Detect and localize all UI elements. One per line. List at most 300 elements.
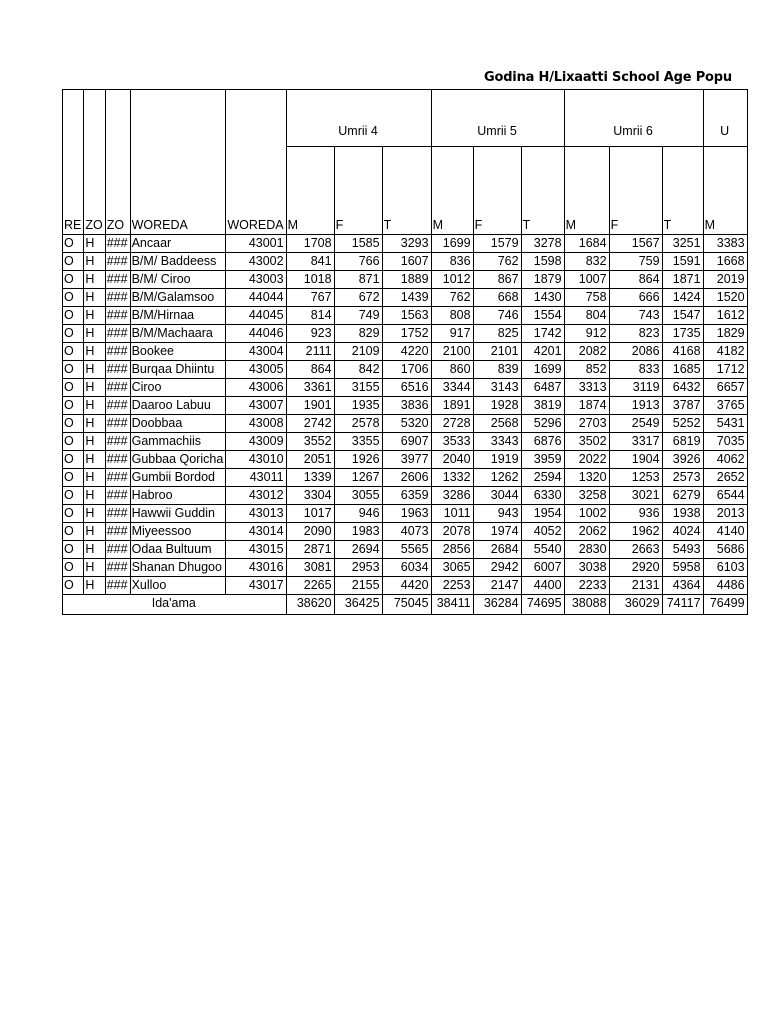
value-cell: 864 (609, 270, 662, 288)
column-header-row (63, 217, 748, 235)
total-value-cell: 76499 (703, 594, 747, 614)
woreda-name-cell: Daaroo Labuu (130, 396, 226, 414)
total-label: Ida'ama (63, 594, 287, 614)
value-cell: 758 (564, 288, 609, 306)
value-cell: 1253 (609, 468, 662, 486)
value-cell: 2086 (609, 342, 662, 360)
woreda-name-cell: Xulloo (130, 576, 226, 594)
value-cell: 2594 (521, 468, 564, 486)
value-cell: 1874 (564, 396, 609, 414)
value-cell: 2109 (334, 342, 382, 360)
spacer-header-row (63, 147, 748, 217)
value-cell: 3293 (382, 234, 431, 252)
value-cell: 4062 (703, 450, 747, 468)
woreda-code-cell: 43017 (226, 576, 286, 594)
value-cell: 841 (286, 252, 334, 270)
woreda-code-cell: 43016 (226, 558, 286, 576)
value-cell: 867 (473, 270, 521, 288)
table-row (63, 252, 748, 270)
value-cell: 2100 (431, 342, 473, 360)
total-value-cell: 74695 (521, 594, 564, 614)
zone-cell: H (84, 414, 105, 432)
value-cell: 3313 (564, 378, 609, 396)
value-cell: 946 (334, 504, 382, 522)
zone-cell: H (84, 360, 105, 378)
value-cell: 1011 (431, 504, 473, 522)
region-cell: O (63, 252, 84, 270)
region-cell: O (63, 540, 84, 558)
column-header-female-5: F (473, 217, 521, 235)
zone-cell: H (84, 576, 105, 594)
value-cell: 3155 (334, 378, 382, 396)
value-cell: 1598 (521, 252, 564, 270)
value-cell: 1928 (473, 396, 521, 414)
header-cell (226, 90, 286, 147)
value-cell: 1579 (473, 234, 521, 252)
value-cell: 5958 (662, 558, 703, 576)
woreda-name-cell: Ciroo (130, 378, 226, 396)
value-cell: 6432 (662, 378, 703, 396)
value-cell: 3977 (382, 450, 431, 468)
woreda-code-cell: 44045 (226, 306, 286, 324)
woreda-name-cell: Shanan Dhugoo (130, 558, 226, 576)
value-cell: 2265 (286, 576, 334, 594)
value-cell: 743 (609, 306, 662, 324)
value-cell: 2101 (473, 342, 521, 360)
value-cell: 4420 (382, 576, 431, 594)
woreda-name-cell: B/M/ Ciroo (130, 270, 226, 288)
value-cell: 3065 (431, 558, 473, 576)
value-cell: 3317 (609, 432, 662, 450)
value-cell: 4400 (521, 576, 564, 594)
column-header-woreda: WOREDA (130, 217, 226, 235)
value-cell: 1708 (286, 234, 334, 252)
value-cell: 6330 (521, 486, 564, 504)
column-header-zone: ZO (84, 217, 105, 235)
value-cell: 1267 (334, 468, 382, 486)
value-cell: 1439 (382, 288, 431, 306)
woreda-name-cell: B/M/ Baddeess (130, 252, 226, 270)
value-cell: 1685 (662, 360, 703, 378)
value-cell: 1962 (609, 522, 662, 540)
header-cell (84, 90, 105, 147)
woreda-code-cell: 44046 (226, 324, 286, 342)
woreda-code-cell: 43009 (226, 432, 286, 450)
zone-code-cell: ### (105, 252, 130, 270)
value-cell: 836 (431, 252, 473, 270)
woreda-code-cell: 43002 (226, 252, 286, 270)
population-table (62, 89, 748, 615)
region-cell: O (63, 414, 84, 432)
total-value-cell: 36029 (609, 594, 662, 614)
table-row (63, 270, 748, 288)
region-cell: O (63, 270, 84, 288)
value-cell: 1752 (382, 324, 431, 342)
value-cell: 1320 (564, 468, 609, 486)
woreda-name-cell: B/M/Galamsoo (130, 288, 226, 306)
value-cell: 5296 (521, 414, 564, 432)
value-cell: 3819 (521, 396, 564, 414)
value-cell: 2568 (473, 414, 521, 432)
header-cell (130, 90, 226, 147)
value-cell: 1974 (473, 522, 521, 540)
value-cell: 2040 (431, 450, 473, 468)
value-cell: 6819 (662, 432, 703, 450)
value-cell: 1712 (703, 360, 747, 378)
value-cell: 1002 (564, 504, 609, 522)
value-cell: 852 (564, 360, 609, 378)
woreda-name-cell: Bookee (130, 342, 226, 360)
column-header-female-6: F (609, 217, 662, 235)
value-cell: 4486 (703, 576, 747, 594)
value-cell: 1954 (521, 504, 564, 522)
table-row (63, 288, 748, 306)
value-cell: 1699 (521, 360, 564, 378)
table-row (63, 414, 748, 432)
table-row (63, 450, 748, 468)
value-cell: 1919 (473, 450, 521, 468)
value-cell: 823 (609, 324, 662, 342)
woreda-code-cell: 43010 (226, 450, 286, 468)
value-cell: 762 (473, 252, 521, 270)
value-cell: 3344 (431, 378, 473, 396)
value-cell: 1612 (703, 306, 747, 324)
woreda-name-cell: Gubbaa Qoricha (130, 450, 226, 468)
value-cell: 1904 (609, 450, 662, 468)
woreda-name-cell: Gumbii Bordod (130, 468, 226, 486)
value-cell: 2578 (334, 414, 382, 432)
zone-cell: H (84, 396, 105, 414)
region-cell: O (63, 378, 84, 396)
value-cell: 6279 (662, 486, 703, 504)
age-group-header: Umrii 4 (286, 90, 431, 147)
value-cell: 1430 (521, 288, 564, 306)
value-cell: 2022 (564, 450, 609, 468)
value-cell: 1913 (609, 396, 662, 414)
value-cell: 5540 (521, 540, 564, 558)
value-cell: 1591 (662, 252, 703, 270)
value-cell: 1012 (431, 270, 473, 288)
value-cell: 3251 (662, 234, 703, 252)
value-cell: 5686 (703, 540, 747, 558)
value-cell: 4024 (662, 522, 703, 540)
zone-cell: H (84, 504, 105, 522)
value-cell: 6544 (703, 486, 747, 504)
column-header-male-4: M (286, 217, 334, 235)
value-cell: 3119 (609, 378, 662, 396)
region-cell: O (63, 324, 84, 342)
value-cell: 2078 (431, 522, 473, 540)
zone-cell: H (84, 342, 105, 360)
woreda-code-cell: 43006 (226, 378, 286, 396)
table-row (63, 432, 748, 450)
value-cell: 2155 (334, 576, 382, 594)
zone-code-cell: ### (105, 522, 130, 540)
region-cell: O (63, 558, 84, 576)
age-group-header: Umrii 5 (431, 90, 564, 147)
total-value-cell: 38088 (564, 594, 609, 614)
value-cell: 767 (286, 288, 334, 306)
woreda-name-cell: Hawwii Guddin (130, 504, 226, 522)
woreda-name-cell: Miyeessoo (130, 522, 226, 540)
woreda-name-cell: Odaa Bultuum (130, 540, 226, 558)
value-cell: 2942 (473, 558, 521, 576)
value-cell: 1901 (286, 396, 334, 414)
zone-code-cell: ### (105, 306, 130, 324)
zone-cell: H (84, 450, 105, 468)
value-cell: 842 (334, 360, 382, 378)
value-cell: 4364 (662, 576, 703, 594)
value-cell: 2573 (662, 468, 703, 486)
value-cell: 6876 (521, 432, 564, 450)
total-value-cell: 38620 (286, 594, 334, 614)
value-cell: 746 (473, 306, 521, 324)
total-value-cell: 38411 (431, 594, 473, 614)
woreda-name-cell: Burqaa Dhiintu (130, 360, 226, 378)
value-cell: 3286 (431, 486, 473, 504)
value-cell: 5431 (703, 414, 747, 432)
value-cell: 3258 (564, 486, 609, 504)
value-cell: 3143 (473, 378, 521, 396)
zone-cell: H (84, 306, 105, 324)
zone-cell: H (84, 324, 105, 342)
value-cell: 1735 (662, 324, 703, 342)
table-row (63, 360, 748, 378)
zone-code-cell: ### (105, 468, 130, 486)
value-cell: 6487 (521, 378, 564, 396)
zone-cell: H (84, 468, 105, 486)
value-cell: 1926 (334, 450, 382, 468)
total-value-cell: 36284 (473, 594, 521, 614)
zone-cell: H (84, 522, 105, 540)
region-cell: O (63, 342, 84, 360)
zone-cell: H (84, 288, 105, 306)
value-cell: 6359 (382, 486, 431, 504)
woreda-code-cell: 43012 (226, 486, 286, 504)
value-cell: 1742 (521, 324, 564, 342)
value-cell: 1938 (662, 504, 703, 522)
value-cell: 2694 (334, 540, 382, 558)
woreda-code-cell: 43008 (226, 414, 286, 432)
region-cell: O (63, 450, 84, 468)
column-header-male-7: M (703, 217, 747, 235)
value-cell: 2920 (609, 558, 662, 576)
value-cell: 749 (334, 306, 382, 324)
region-cell: O (63, 486, 84, 504)
value-cell: 814 (286, 306, 334, 324)
value-cell: 923 (286, 324, 334, 342)
value-cell: 672 (334, 288, 382, 306)
table-row (63, 468, 748, 486)
value-cell: 2953 (334, 558, 382, 576)
table-row (63, 558, 748, 576)
zone-code-cell: ### (105, 324, 130, 342)
value-cell: 3055 (334, 486, 382, 504)
table-row (63, 378, 748, 396)
value-cell: 1668 (703, 252, 747, 270)
table-row (63, 504, 748, 522)
region-cell: O (63, 522, 84, 540)
value-cell: 4052 (521, 522, 564, 540)
value-cell: 2742 (286, 414, 334, 432)
value-cell: 2684 (473, 540, 521, 558)
value-cell: 1424 (662, 288, 703, 306)
woreda-name-cell: Habroo (130, 486, 226, 504)
woreda-code-cell: 43005 (226, 360, 286, 378)
column-header-total-6: T (662, 217, 703, 235)
value-cell: 833 (609, 360, 662, 378)
zone-code-cell: ### (105, 504, 130, 522)
region-cell: O (63, 432, 84, 450)
woreda-name-cell: Ancaar (130, 234, 226, 252)
column-header-male-5: M (431, 217, 473, 235)
woreda-name-cell: Doobbaa (130, 414, 226, 432)
value-cell: 4201 (521, 342, 564, 360)
value-cell: 762 (431, 288, 473, 306)
value-cell: 3038 (564, 558, 609, 576)
value-cell: 6516 (382, 378, 431, 396)
value-cell: 2051 (286, 450, 334, 468)
total-value-cell: 36425 (334, 594, 382, 614)
value-cell: 3552 (286, 432, 334, 450)
zone-code-cell: ### (105, 450, 130, 468)
header-cell (63, 90, 84, 147)
value-cell: 943 (473, 504, 521, 522)
value-cell: 1007 (564, 270, 609, 288)
total-value-cell: 74117 (662, 594, 703, 614)
zone-code-cell: ### (105, 378, 130, 396)
value-cell: 5565 (382, 540, 431, 558)
value-cell: 5493 (662, 540, 703, 558)
value-cell: 839 (473, 360, 521, 378)
value-cell: 2013 (703, 504, 747, 522)
value-cell: 4168 (662, 342, 703, 360)
value-cell: 3383 (703, 234, 747, 252)
region-cell: O (63, 306, 84, 324)
value-cell: 2131 (609, 576, 662, 594)
zone-code-cell: ### (105, 486, 130, 504)
value-cell: 936 (609, 504, 662, 522)
value-cell: 2233 (564, 576, 609, 594)
woreda-code-cell: 43014 (226, 522, 286, 540)
value-cell: 3278 (521, 234, 564, 252)
value-cell: 4140 (703, 522, 747, 540)
value-cell: 2090 (286, 522, 334, 540)
value-cell: 2082 (564, 342, 609, 360)
value-cell: 3021 (609, 486, 662, 504)
zone-code-cell: ### (105, 540, 130, 558)
value-cell: 871 (334, 270, 382, 288)
value-cell: 1983 (334, 522, 382, 540)
value-cell: 912 (564, 324, 609, 342)
value-cell: 1547 (662, 306, 703, 324)
value-cell: 804 (564, 306, 609, 324)
value-cell: 2728 (431, 414, 473, 432)
column-header-zone-code: ZO (105, 217, 130, 235)
value-cell: 864 (286, 360, 334, 378)
zone-cell: H (84, 558, 105, 576)
region-cell: O (63, 576, 84, 594)
value-cell: 1699 (431, 234, 473, 252)
value-cell: 1963 (382, 504, 431, 522)
value-cell: 6034 (382, 558, 431, 576)
value-cell: 3361 (286, 378, 334, 396)
value-cell: 1871 (662, 270, 703, 288)
table-row (63, 522, 748, 540)
value-cell: 5252 (662, 414, 703, 432)
value-cell: 1706 (382, 360, 431, 378)
column-header-total-5: T (521, 217, 564, 235)
value-cell: 1563 (382, 306, 431, 324)
value-cell: 1018 (286, 270, 334, 288)
value-cell: 1889 (382, 270, 431, 288)
zone-code-cell: ### (105, 396, 130, 414)
zone-cell: H (84, 378, 105, 396)
table-row (63, 576, 748, 594)
table-row (63, 234, 748, 252)
value-cell: 668 (473, 288, 521, 306)
value-cell: 3836 (382, 396, 431, 414)
value-cell: 3355 (334, 432, 382, 450)
value-cell: 3081 (286, 558, 334, 576)
column-header-woreda-code: WOREDA (226, 217, 286, 235)
value-cell: 2652 (703, 468, 747, 486)
table-row (63, 540, 748, 558)
value-cell: 2871 (286, 540, 334, 558)
woreda-code-cell: 43015 (226, 540, 286, 558)
woreda-code-cell: 43004 (226, 342, 286, 360)
value-cell: 666 (609, 288, 662, 306)
value-cell: 1332 (431, 468, 473, 486)
value-cell: 6103 (703, 558, 747, 576)
value-cell: 860 (431, 360, 473, 378)
zone-cell: H (84, 486, 105, 504)
value-cell: 3959 (521, 450, 564, 468)
value-cell: 2830 (564, 540, 609, 558)
age-group-header: Umrii 6 (564, 90, 703, 147)
zone-cell: H (84, 234, 105, 252)
total-row (63, 594, 748, 614)
zone-cell: H (84, 432, 105, 450)
table-row (63, 486, 748, 504)
column-header-male-6: M (564, 217, 609, 235)
value-cell: 3304 (286, 486, 334, 504)
value-cell: 7035 (703, 432, 747, 450)
header-cell (105, 90, 130, 147)
column-header-total-4: T (382, 217, 431, 235)
value-cell: 6007 (521, 558, 564, 576)
region-cell: O (63, 360, 84, 378)
value-cell: 6657 (703, 378, 747, 396)
column-header-female-4: F (334, 217, 382, 235)
value-cell: 1520 (703, 288, 747, 306)
value-cell: 2549 (609, 414, 662, 432)
zone-code-cell: ### (105, 576, 130, 594)
value-cell: 2147 (473, 576, 521, 594)
zone-cell: H (84, 270, 105, 288)
table-row (63, 342, 748, 360)
value-cell: 3787 (662, 396, 703, 414)
woreda-name-cell: B/M/Machaara (130, 324, 226, 342)
value-cell: 3926 (662, 450, 703, 468)
value-cell: 1829 (703, 324, 747, 342)
woreda-name-cell: Gammachiis (130, 432, 226, 450)
value-cell: 825 (473, 324, 521, 342)
value-cell: 2253 (431, 576, 473, 594)
age-group-header: U (703, 90, 747, 147)
value-cell: 1607 (382, 252, 431, 270)
value-cell: 1262 (473, 468, 521, 486)
